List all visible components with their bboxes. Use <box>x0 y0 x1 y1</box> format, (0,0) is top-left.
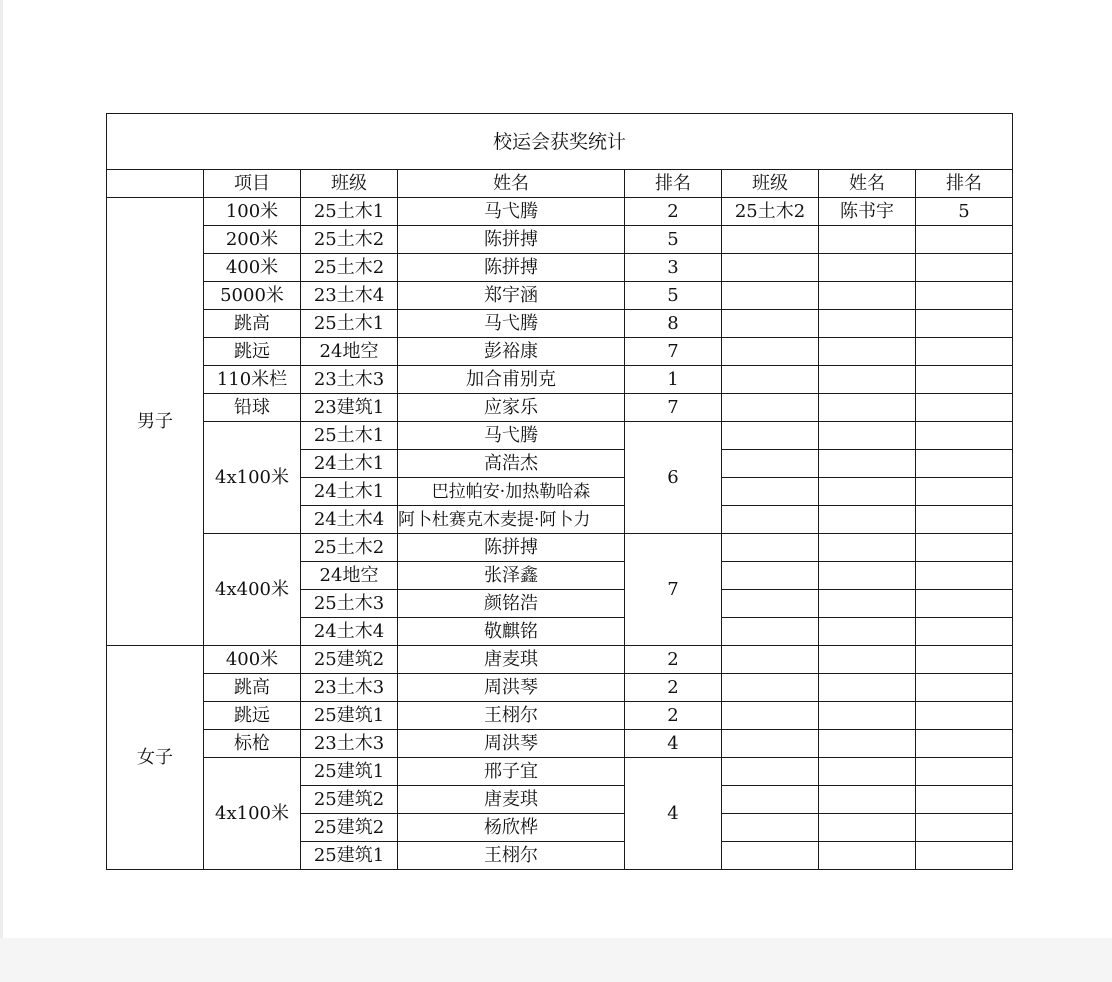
class-cell: 25土木2 <box>301 534 398 562</box>
empty-cell <box>916 842 1013 870</box>
empty-cell <box>819 562 916 590</box>
table-row <box>107 758 1013 786</box>
class-cell: 25建筑2 <box>301 786 398 814</box>
empty-cell <box>819 786 916 814</box>
empty-cell <box>819 814 916 842</box>
name-cell: 张泽鑫 <box>398 562 625 590</box>
empty-cell <box>916 702 1013 730</box>
empty-cell <box>819 590 916 618</box>
table-row <box>107 366 1013 394</box>
empty-cell <box>916 450 1013 478</box>
name-cell: 陈拼搏 <box>398 534 625 562</box>
empty-cell <box>916 226 1013 254</box>
event-cell: 4x100米 <box>204 758 301 870</box>
empty-cell <box>722 226 819 254</box>
class-cell: 25土木3 <box>301 590 398 618</box>
empty-cell <box>819 422 916 450</box>
name-cell: 巴拉帕安·加热勒哈森 <box>398 478 625 506</box>
empty-cell <box>916 674 1013 702</box>
event-cell: 标枪 <box>204 730 301 758</box>
empty-cell <box>722 422 819 450</box>
empty-cell <box>819 310 916 338</box>
page-left-edge <box>0 0 3 982</box>
name-cell: 颜铭浩 <box>398 590 625 618</box>
rank-cell: 2 <box>625 198 722 226</box>
class-cell: 23建筑1 <box>301 394 398 422</box>
header-rank: 排名 <box>625 170 722 198</box>
event-cell: 400米 <box>204 254 301 282</box>
empty-cell <box>722 618 819 646</box>
empty-cell <box>916 310 1013 338</box>
empty-cell <box>819 394 916 422</box>
name-2-cell: 陈书宇 <box>819 198 916 226</box>
rank-cell: 1 <box>625 366 722 394</box>
name-cell: 陈拼搏 <box>398 226 625 254</box>
name-cell: 马弋腾 <box>398 198 625 226</box>
title-row <box>107 114 1013 170</box>
empty-cell <box>916 562 1013 590</box>
header-row <box>107 170 1013 198</box>
award-statistics-table <box>106 113 1013 870</box>
header-class: 班级 <box>301 170 398 198</box>
empty-cell <box>819 674 916 702</box>
event-cell: 100米 <box>204 198 301 226</box>
event-cell: 110米栏 <box>204 366 301 394</box>
event-cell: 铅球 <box>204 394 301 422</box>
table-row <box>107 422 1013 450</box>
rank-cell: 3 <box>625 254 722 282</box>
class-cell: 25土木1 <box>301 198 398 226</box>
empty-cell <box>722 338 819 366</box>
class-cell: 24土木1 <box>301 478 398 506</box>
group-female: 女子 <box>107 646 204 870</box>
empty-cell <box>819 758 916 786</box>
empty-cell <box>916 254 1013 282</box>
empty-cell <box>916 814 1013 842</box>
class-cell: 23土木4 <box>301 282 398 310</box>
table-row <box>107 310 1013 338</box>
empty-cell <box>819 842 916 870</box>
name-text: 阿卜杜赛克木麦提·阿卜力 <box>398 509 591 530</box>
name-cell: 邢子宜 <box>398 758 625 786</box>
table-row <box>107 730 1013 758</box>
rank-cell: 6 <box>625 422 722 534</box>
class-cell: 24地空 <box>301 562 398 590</box>
event-cell: 跳高 <box>204 674 301 702</box>
empty-cell <box>722 534 819 562</box>
empty-cell <box>916 394 1013 422</box>
header-blank <box>107 170 204 198</box>
rank-cell: 8 <box>625 310 722 338</box>
name-cell: 加合甫别克 <box>398 366 625 394</box>
empty-cell <box>722 282 819 310</box>
empty-cell <box>722 366 819 394</box>
rank-cell: 2 <box>625 674 722 702</box>
rank-cell: 2 <box>625 646 722 674</box>
name-cell: 陈拼搏 <box>398 254 625 282</box>
empty-cell <box>819 450 916 478</box>
class-cell: 25建筑1 <box>301 702 398 730</box>
rank-cell: 5 <box>625 226 722 254</box>
empty-cell <box>722 814 819 842</box>
table-row <box>107 534 1013 562</box>
empty-cell <box>916 282 1013 310</box>
empty-cell <box>916 422 1013 450</box>
empty-cell <box>722 506 819 534</box>
empty-cell <box>916 366 1013 394</box>
class-cell: 25土木2 <box>301 254 398 282</box>
name-cell: 彭裕康 <box>398 338 625 366</box>
table-row <box>107 338 1013 366</box>
class-2-cell: 25土木2 <box>722 198 819 226</box>
event-cell: 400米 <box>204 646 301 674</box>
empty-cell <box>722 674 819 702</box>
name-cell: 马弋腾 <box>398 422 625 450</box>
rank-cell: 2 <box>625 702 722 730</box>
empty-cell <box>722 758 819 786</box>
empty-cell <box>916 758 1013 786</box>
empty-cell <box>722 590 819 618</box>
table-row <box>107 198 1013 226</box>
event-cell: 200米 <box>204 226 301 254</box>
empty-cell <box>819 254 916 282</box>
empty-cell <box>722 478 819 506</box>
header-event: 项目 <box>204 170 301 198</box>
table-row <box>107 254 1013 282</box>
rank-2-cell: 5 <box>916 198 1013 226</box>
class-cell: 23土木3 <box>301 366 398 394</box>
page-bottom-margin <box>0 938 1112 982</box>
class-cell: 25建筑1 <box>301 758 398 786</box>
table-row <box>107 282 1013 310</box>
table-row <box>107 702 1013 730</box>
empty-cell <box>916 534 1013 562</box>
rank-cell: 7 <box>625 394 722 422</box>
class-cell: 24土木4 <box>301 506 398 534</box>
empty-cell <box>819 506 916 534</box>
empty-cell <box>819 646 916 674</box>
header-rank-2: 排名 <box>916 170 1013 198</box>
table-title: 校运会获奖统计 <box>107 114 1013 170</box>
class-cell: 23土木3 <box>301 730 398 758</box>
empty-cell <box>916 786 1013 814</box>
empty-cell <box>916 506 1013 534</box>
class-cell: 24地空 <box>301 338 398 366</box>
empty-cell <box>722 450 819 478</box>
name-cell: 唐麦琪 <box>398 786 625 814</box>
empty-cell <box>819 730 916 758</box>
class-cell: 24土木1 <box>301 450 398 478</box>
table-row <box>107 674 1013 702</box>
empty-cell <box>916 646 1013 674</box>
name-cell: 杨欣桦 <box>398 814 625 842</box>
rank-cell: 7 <box>625 338 722 366</box>
table-row <box>107 646 1013 674</box>
empty-cell <box>819 366 916 394</box>
group-male: 男子 <box>107 198 204 646</box>
empty-cell <box>722 254 819 282</box>
class-cell: 25建筑2 <box>301 646 398 674</box>
empty-cell <box>916 730 1013 758</box>
event-cell: 4x400米 <box>204 534 301 646</box>
class-cell: 25建筑2 <box>301 814 398 842</box>
empty-cell <box>916 590 1013 618</box>
empty-cell <box>722 702 819 730</box>
table-row <box>107 394 1013 422</box>
name-cell <box>398 506 625 534</box>
empty-cell <box>722 310 819 338</box>
empty-cell <box>819 338 916 366</box>
class-cell: 25土木2 <box>301 226 398 254</box>
rank-cell: 7 <box>625 534 722 646</box>
name-cell: 周洪琴 <box>398 674 625 702</box>
event-cell: 跳远 <box>204 338 301 366</box>
class-cell: 23土木3 <box>301 674 398 702</box>
empty-cell <box>722 786 819 814</box>
rank-cell: 5 <box>625 282 722 310</box>
name-cell: 王栩尔 <box>398 842 625 870</box>
rank-cell: 4 <box>625 730 722 758</box>
event-cell: 跳远 <box>204 702 301 730</box>
event-cell: 4x100米 <box>204 422 301 534</box>
empty-cell <box>916 478 1013 506</box>
empty-cell <box>819 618 916 646</box>
name-cell: 唐麦琪 <box>398 646 625 674</box>
empty-cell <box>722 394 819 422</box>
class-cell: 25土木1 <box>301 422 398 450</box>
empty-cell <box>819 534 916 562</box>
class-cell: 24土木4 <box>301 618 398 646</box>
empty-cell <box>722 730 819 758</box>
empty-cell <box>722 562 819 590</box>
empty-cell <box>819 478 916 506</box>
header-class-2: 班级 <box>722 170 819 198</box>
empty-cell <box>819 282 916 310</box>
name-cell: 周洪琴 <box>398 730 625 758</box>
name-cell: 敬麒铭 <box>398 618 625 646</box>
header-name: 姓名 <box>398 170 625 198</box>
empty-cell <box>722 842 819 870</box>
event-cell: 5000米 <box>204 282 301 310</box>
header-name-2: 姓名 <box>819 170 916 198</box>
rank-cell: 4 <box>625 758 722 870</box>
class-cell: 25建筑1 <box>301 842 398 870</box>
empty-cell <box>819 226 916 254</box>
name-cell: 马弋腾 <box>398 310 625 338</box>
empty-cell <box>916 618 1013 646</box>
empty-cell <box>819 702 916 730</box>
name-cell: 高浩杰 <box>398 450 625 478</box>
table-row <box>107 226 1013 254</box>
empty-cell <box>916 338 1013 366</box>
name-cell: 王栩尔 <box>398 702 625 730</box>
class-cell: 25土木1 <box>301 310 398 338</box>
name-cell: 郑宇涵 <box>398 282 625 310</box>
empty-cell <box>722 646 819 674</box>
event-cell: 跳高 <box>204 310 301 338</box>
name-cell: 应家乐 <box>398 394 625 422</box>
